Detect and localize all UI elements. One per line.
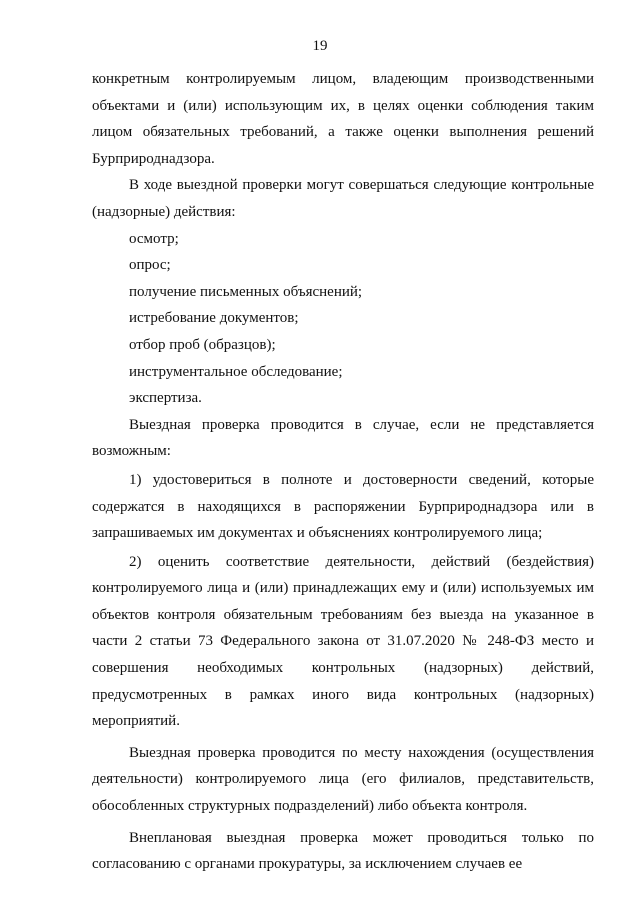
paragraph-unscheduled: Внеплановая выездная проверка может проводиться только по согласованию с органами прокуратуры, за исключением случаев ее <box>92 829 594 873</box>
paragraph-actions-intro: В ходе выездной проверки могут совершаться следующие контрольные (надзорные) действия: <box>92 177 594 220</box>
paragraph-condition-2: 2) оценить соответствие деятельности, действий (бездействия) контролируемого лица и (или) принадлежащих ему и (или) используемых им объектов контроля обязательным требованиям без выезда на указанное в части 2 статьи 73 Федерального закона от 31.07.2020 № 248-ФЗ место и совершения необходимых контрольных (надзорных) действий, предусмотренных в рамках иного вида контрольных (надзорных) мероприятий. <box>92 553 594 730</box>
list-item-survey: опрос; <box>129 257 171 274</box>
document-body <box>92 66 594 878</box>
paragraph-conditions-intro: Выездная проверка проводится в случае, если не представляется возможным: <box>92 416 594 460</box>
list-item-expertise: экспертиза. <box>129 390 202 407</box>
list-item-inspection: осмотр; <box>129 230 179 247</box>
list-item-instrumental-examination: инструментальное обследование; <box>129 363 343 380</box>
paragraph-continuation: конкретным контролируемым лицом, владеющим производственными объектами и (или) использующим их, в целях оценки соблюдения таким лицом обязательных требований, а также оценки выполнения решений Бурприроднадзора. <box>92 71 594 167</box>
paragraph-location: Выездная проверка проводится по месту нахождения (осуществления деятельности) контролируемого лица (его филиалов, представительств, обособленных структурных подразделений) либо объекта контроля. <box>92 744 594 815</box>
page-number: 19 <box>312 38 328 54</box>
list-item-sampling: отбор проб (образцов); <box>129 336 276 353</box>
list-item-written-explanations: получение письменных объяснений; <box>129 283 363 300</box>
list-item-document-request: истребование документов; <box>129 310 299 327</box>
paragraph-condition-1: 1) удостовериться в полноте и достоверности сведений, которые содержатся в находящихся в распоряжении Бурприроднадзора или в запрашиваемых им документах и объяснениях контролируемого лица; <box>92 471 594 542</box>
